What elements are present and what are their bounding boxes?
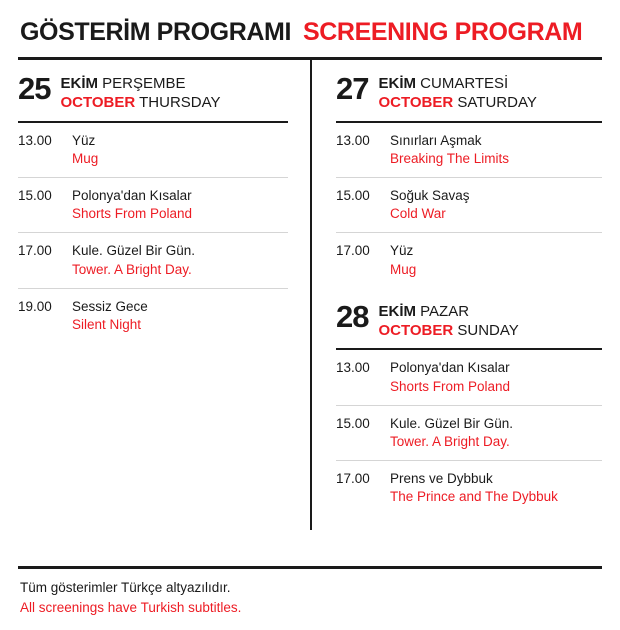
day-line-en: [378, 322, 518, 341]
footer-note-en: All screenings have Turkish subtitles.: [20, 599, 242, 615]
film-title-en: Mug: [72, 150, 99, 166]
screening-time: 19.00: [18, 298, 52, 314]
film-title-en: Tower. A Bright Day.: [390, 433, 510, 449]
month-tr: EKİM: [378, 75, 416, 92]
day-line-en: [378, 94, 536, 113]
page-title-tr: GÖSTERİM PROGRAMI: [20, 18, 291, 46]
list-item[interactable]: [18, 289, 288, 343]
schedule-column-left: [18, 60, 310, 530]
weekday-tr: PERŞEMBE: [102, 75, 186, 92]
screening-time: 15.00: [336, 187, 370, 203]
screening-time: 13.00: [18, 132, 52, 148]
day-header: [336, 71, 602, 121]
month-tr: EKİM: [378, 302, 416, 320]
film-title-en: Shorts From Poland: [390, 378, 511, 394]
day-number: 27: [336, 71, 369, 106]
footer-note: [20, 578, 241, 617]
film-title-en: Mug: [390, 261, 417, 277]
list-item[interactable]: [336, 178, 602, 233]
film-title-tr: Polonya'dan Kısalar: [390, 360, 510, 376]
film-title-tr: Polonya'dan Kısalar: [72, 187, 192, 203]
film-title-en: Shorts From Poland: [72, 206, 193, 222]
screening-titles: [72, 298, 288, 334]
page-header: [18, 18, 602, 47]
screening-titles: [390, 359, 602, 395]
list-item[interactable]: [336, 461, 602, 515]
schedule-columns: [18, 60, 602, 530]
day-names: [378, 302, 518, 341]
film-title-tr: Soğuk Savaş: [390, 187, 470, 203]
film-title-tr: Yüz: [390, 243, 414, 259]
day-names: [378, 74, 536, 113]
film-title-en: Silent Night: [72, 317, 142, 333]
screening-titles: [72, 242, 288, 278]
screening-time: 13.00: [336, 132, 370, 148]
list-item[interactable]: [18, 123, 288, 178]
day-number: 25: [18, 71, 51, 106]
film-title-tr: Prens ve Dybbuk: [390, 471, 493, 487]
film-title-tr: Kule. Güzel Bir Gün.: [72, 243, 196, 259]
day-header: [18, 71, 288, 121]
screening-time: 17.00: [336, 471, 370, 487]
weekday-tr: CUMARTESİ: [420, 75, 509, 92]
day-header: [336, 298, 602, 349]
film-title-tr: Yüz: [72, 132, 96, 148]
screening-time: 15.00: [336, 415, 370, 431]
footer-divider: [18, 566, 602, 569]
day-line-tr: [60, 75, 220, 94]
film-title-tr: Sınırları Aşmak: [390, 132, 482, 148]
day-line-tr: [378, 303, 518, 322]
screening-titles: [390, 187, 602, 223]
list-item[interactable]: [336, 406, 602, 461]
day-block-28: [336, 298, 602, 516]
screening-time: 17.00: [336, 243, 370, 259]
screening-titles: [72, 187, 288, 223]
day-line-en: [60, 94, 220, 113]
screening-time: 17.00: [18, 243, 52, 259]
weekday-en: THURSDAY: [139, 93, 221, 111]
day-number: 28: [336, 298, 369, 334]
weekday-en: SATURDAY: [457, 93, 537, 111]
day-names: [60, 74, 220, 113]
day-line-tr: [378, 75, 536, 94]
film-title-en: Tower. A Bright Day.: [72, 261, 192, 277]
month-en: OCTOBER: [378, 321, 454, 339]
list-item[interactable]: [336, 233, 602, 287]
film-title-en: Breaking The Limits: [390, 150, 510, 166]
weekday-tr: PAZAR: [420, 302, 470, 320]
day-block-25: [18, 71, 288, 343]
weekday-en: SUNDAY: [457, 321, 519, 339]
month-tr: EKİM: [60, 75, 98, 92]
day-block-27: [336, 71, 602, 288]
screening-time: 15.00: [18, 187, 52, 203]
footer-note-tr: Tüm gösterimler Türkçe altyazılıdır.: [20, 580, 231, 595]
month-en: OCTOBER: [378, 93, 454, 111]
film-title-en: Cold War: [390, 206, 446, 222]
schedule-column-right: [310, 60, 602, 530]
list-item[interactable]: [336, 123, 602, 178]
page-title-en: SCREENING PROGRAM: [302, 18, 583, 46]
list-item[interactable]: [18, 178, 288, 233]
screening-titles: [72, 132, 288, 168]
list-item[interactable]: [18, 233, 288, 288]
film-title-tr: Sessiz Gece: [72, 298, 148, 314]
month-en: OCTOBER: [60, 93, 136, 111]
screening-time: 13.00: [336, 360, 370, 376]
screening-titles: [390, 415, 602, 451]
film-title-tr: Kule. Güzel Bir Gün.: [390, 415, 514, 431]
screening-titles: [390, 132, 602, 168]
list-item[interactable]: [336, 350, 602, 405]
film-title-en: The Prince and The Dybbuk: [390, 489, 558, 505]
screening-titles: [390, 470, 602, 506]
screening-titles: [390, 242, 602, 278]
